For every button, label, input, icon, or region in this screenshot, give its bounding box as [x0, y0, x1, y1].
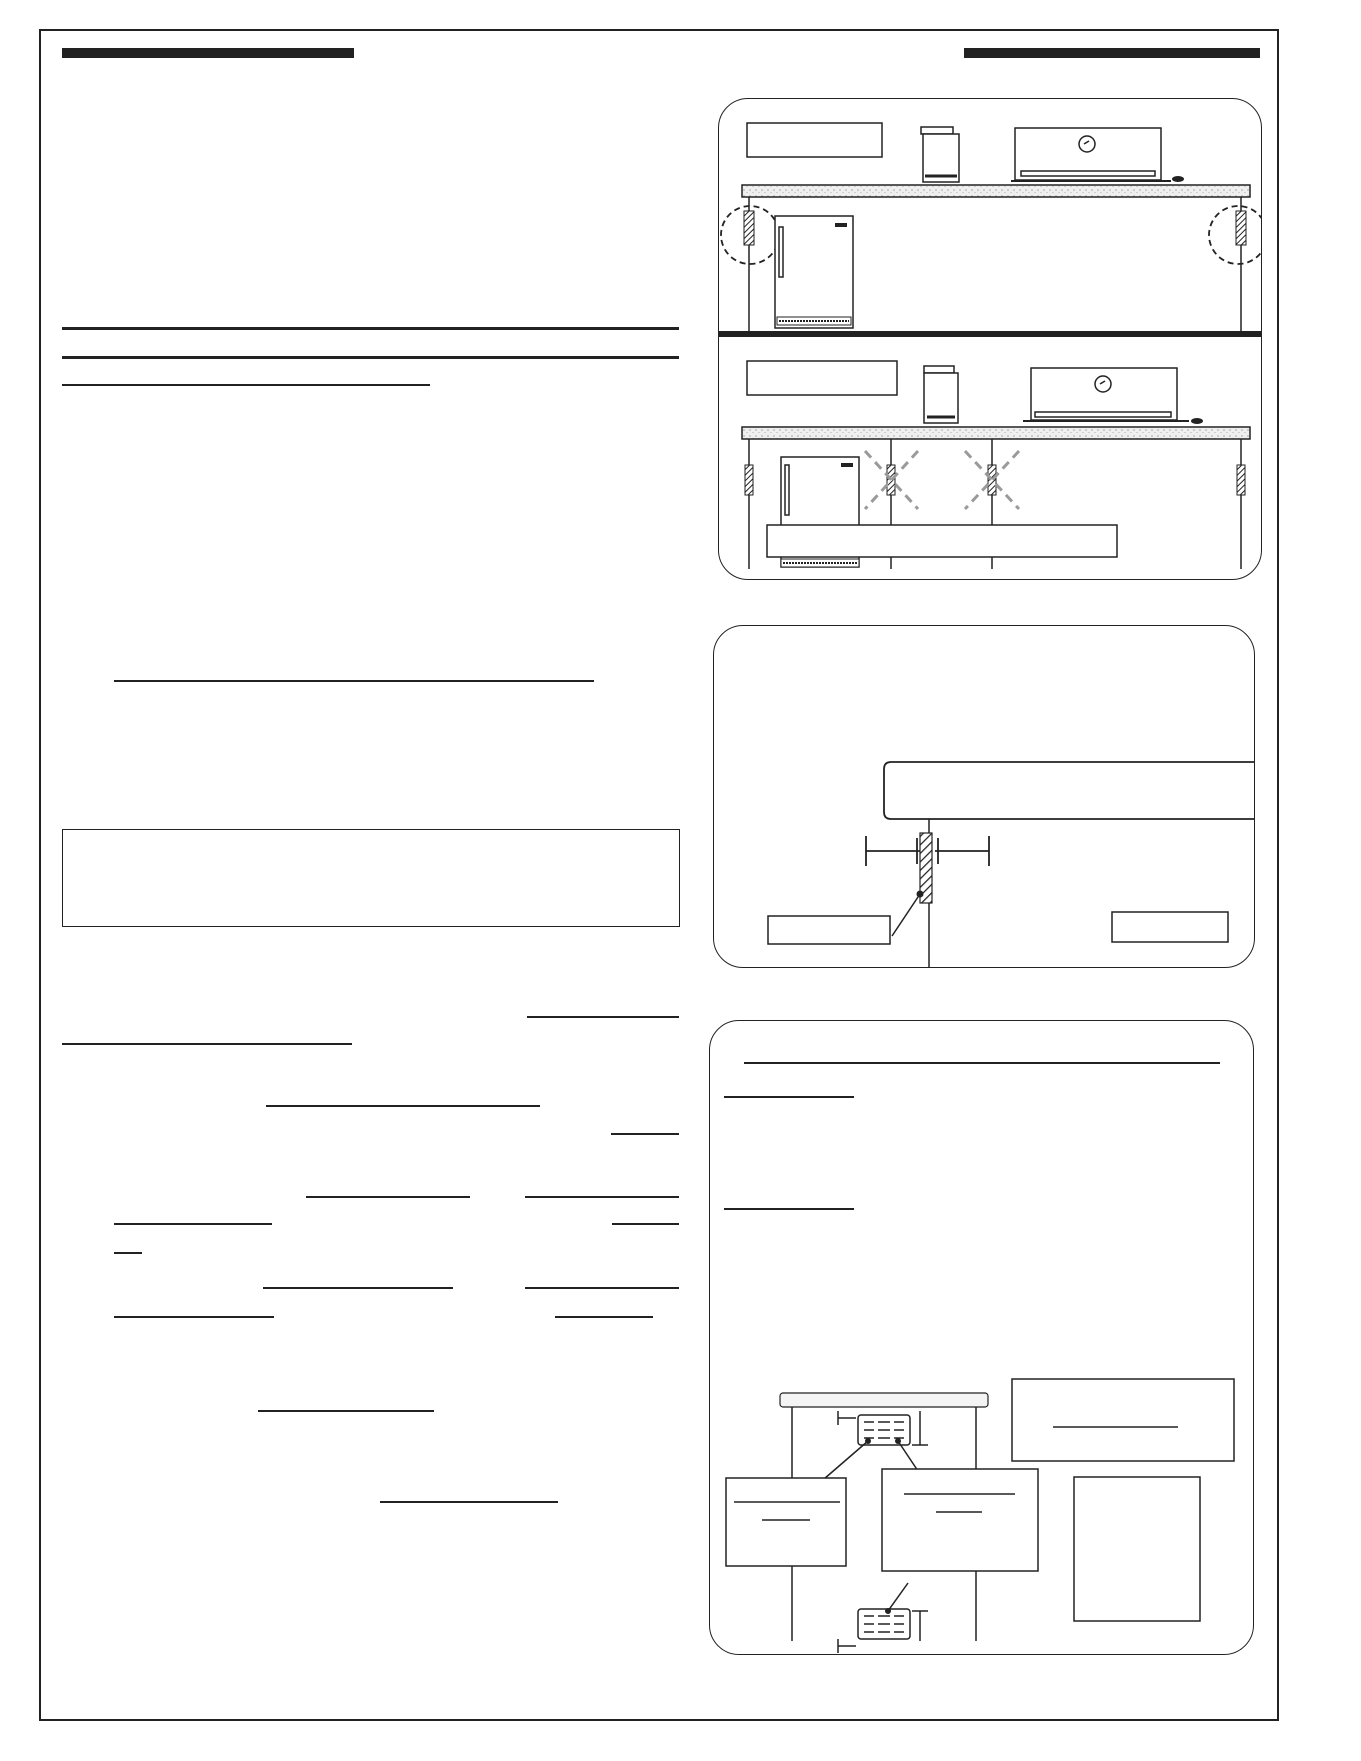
vent-upper [838, 1411, 928, 1445]
callout-box-center [882, 1469, 1038, 1571]
text-underline [527, 1016, 679, 1018]
section-rule [62, 327, 679, 330]
header-bar-left [62, 48, 354, 58]
label-box-top [747, 123, 882, 157]
text-underline [114, 1316, 274, 1318]
ventilation-figure [709, 1020, 1254, 1655]
figure-svg [710, 1021, 1254, 1655]
label-box-bottom [747, 361, 897, 395]
small-appliance-icon [924, 366, 958, 423]
warning-label-box [767, 525, 1117, 557]
countertop [742, 185, 1250, 197]
small-appliance-icon [921, 127, 959, 182]
text-underline [555, 1316, 653, 1318]
grill-icon [1023, 368, 1203, 424]
text-underline [611, 1133, 679, 1135]
text-underline [525, 1196, 679, 1198]
callout-box-top-right [1012, 1379, 1234, 1461]
note-box [62, 829, 680, 927]
text-underline [263, 1287, 453, 1289]
text-underline [380, 1501, 558, 1503]
text-underline [114, 1223, 272, 1225]
support-detail-figure [713, 625, 1255, 968]
figure-svg [719, 99, 1262, 580]
text-underline [258, 1410, 434, 1412]
figure-svg [714, 626, 1255, 968]
refrigerator-icon [775, 216, 853, 328]
text-underline [62, 1043, 352, 1045]
text-underline [612, 1223, 679, 1225]
subheading-underline [114, 680, 594, 682]
correct-vs-incorrect-support-figure [718, 98, 1262, 580]
countertop [780, 1393, 988, 1407]
callout-box-left [726, 1478, 846, 1566]
text-underline [114, 1252, 142, 1254]
grill-icon [1011, 128, 1184, 182]
section-rule [62, 356, 679, 359]
text-underline [525, 1287, 679, 1289]
callout-box-bottom-right [1074, 1477, 1200, 1621]
header-bar-right [964, 48, 1260, 58]
text-underline [306, 1196, 470, 1198]
leader-line [892, 894, 920, 936]
vent-lower [838, 1609, 928, 1653]
text-underline [266, 1105, 540, 1107]
countertop [742, 427, 1250, 439]
countertop-edge [884, 762, 1255, 819]
figure-divider [719, 331, 1262, 337]
label-box-right [1112, 912, 1228, 942]
label-box-left [768, 916, 890, 944]
heading-underline [62, 384, 430, 386]
